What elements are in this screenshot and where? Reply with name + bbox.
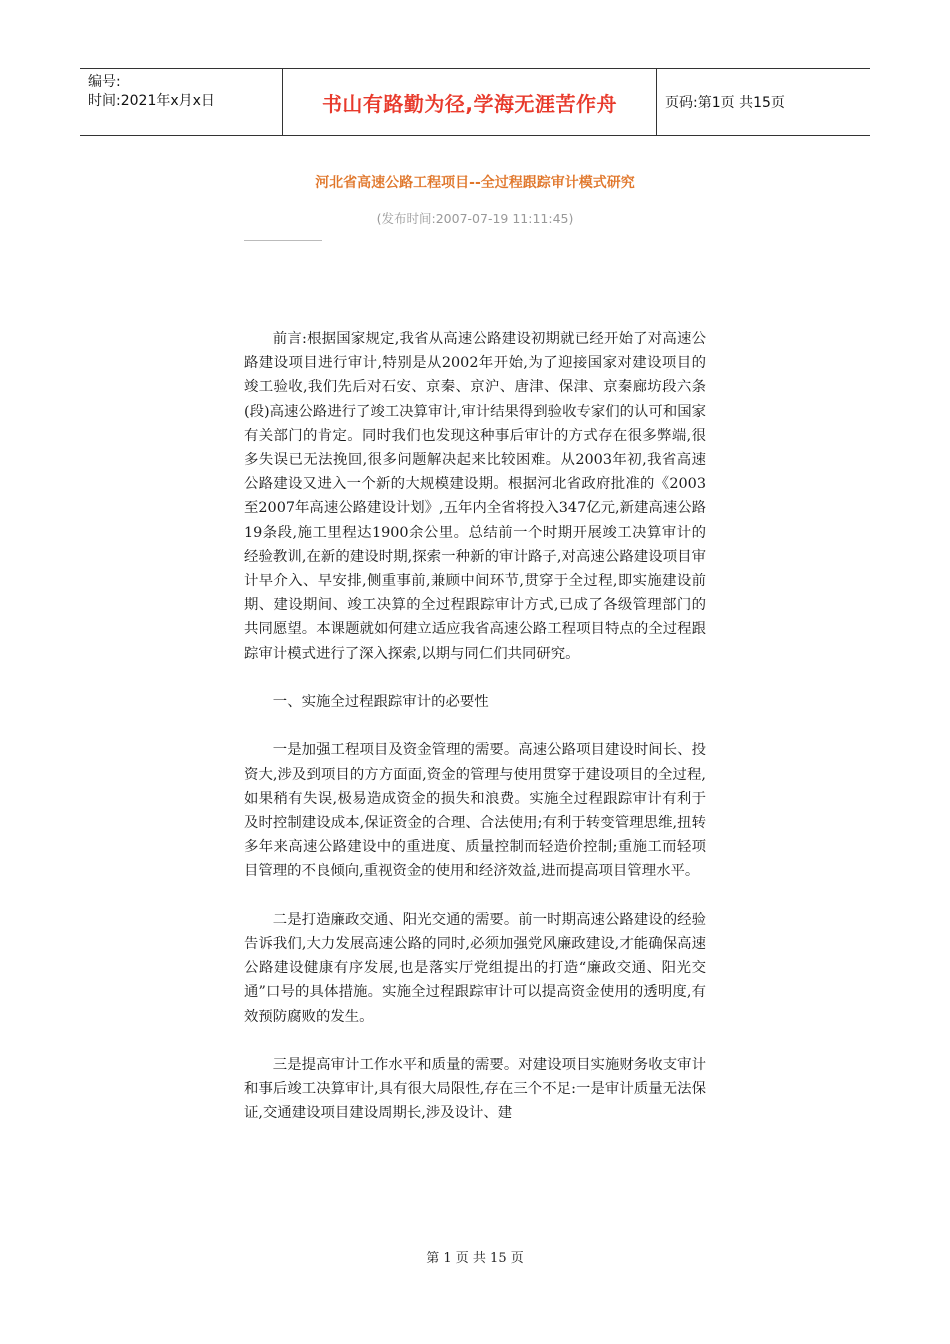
paragraph-point-one: 一是加强工程项目及资金管理的需要。高速公路项目建设时间长、投资大,涉及到项目的方方面面,资金的管理与使用贯穿于建设项目的全过程,如果稍有失误,极易造成资金的损失和浪费。实施全过程跟踪审计有利于及时控制建设成本,保证资金的合理、合法使用;有利于转变管理思维,扭转多年来高速公路建设中的重进度、质量控制而轻造价控制;重施工而轻项目管理的不良倾向,重视资金的使用和经济效益,进而提高项目管理水平。 — [244, 742, 706, 880]
section-heading: 一、实施全过程跟踪审计的必要性 — [272, 694, 489, 711]
header-motto: 书山有路勤为径,学海无涯苦作舟 — [282, 69, 657, 135]
title-divider — [244, 240, 322, 241]
paragraph-point-two: 二是打造廉政交通、阳光交通的需要。前一时期高速公路建设的经验告诉我们,大力发展高速公路的同时,必须加强党风廉政建设,才能确保高速公路建设健康有序发展,也是落实厅党组提出的打造“廉政交通、阳光交通”口号的具体措施。实施全过程跟踪审计可以提高资金使用的透明度,有效预防腐败的发生。 — [244, 911, 706, 1025]
paragraph-point-three: 三是提高审计工作水平和质量的需要。对建设项目实施财务收支审计和事后竣工决算审计,具有很大局限性,存在三个不足:一是审计质量无法保证,交通建设项目建设周期长,涉及设计、建 — [244, 1057, 706, 1122]
header-page-info: 页码:第1页 共15页 — [665, 95, 785, 111]
doc-time-label: 时间:2021年x月x日 — [88, 93, 215, 109]
article-title: 河北省高速公路工程项目--全过程跟踪审计模式研究 — [315, 175, 635, 191]
article-body — [244, 327, 706, 1150]
document-header — [80, 68, 870, 136]
paragraph-preface: 前言:根据国家规定,我省从高速公路建设初期就已经开始了对高速公路建设项目进行审计,特别是从2002年开始,为了迎接国家对建设项目的竣工验收,我们先后对石安、京秦、京沪、唐津、保津、京秦廊坊段六条(段)高速公路进行了竣工决算审计,审计结果得到验收专家们的认可和国家有关部门的肯定。同时我们也发现这种事后审计的方式存在很多弊端,很多失误已无法挽回,很多问题解决起来比较困难。从2003年初,我省高速公路建设又进入一个新的大规模建设期。根据河北省政府批准的《2003至2007年高速公路建设计划》,五年内全省将投入347亿元,新建高速公路19条段,施工里程达1900余公里。总结前一个时期开展竣工决算审计的经验教训,在新的建设时期,探索一种新的审计路子,对高速公路建设项目审计早介入、早安排,侧重事前,兼顾中间环节,贯穿于全过程,即实施建设前期、建设期间、竣工决算的全过程跟踪审计方式,已成了各级管理部门的共同愿望。本课题就如何建立适应我省高速公路工程项目特点的全过程跟踪审计模式进行了深入探索,以期与同仁们共同研究。 — [244, 331, 706, 662]
page-footer: 第 1 页 共 15 页 — [426, 1251, 524, 1266]
header-meta — [80, 69, 282, 135]
doc-code-label: 编号: — [88, 74, 121, 90]
publish-time: (发布时间:2007-07-19 11:11:45) — [376, 211, 574, 226]
